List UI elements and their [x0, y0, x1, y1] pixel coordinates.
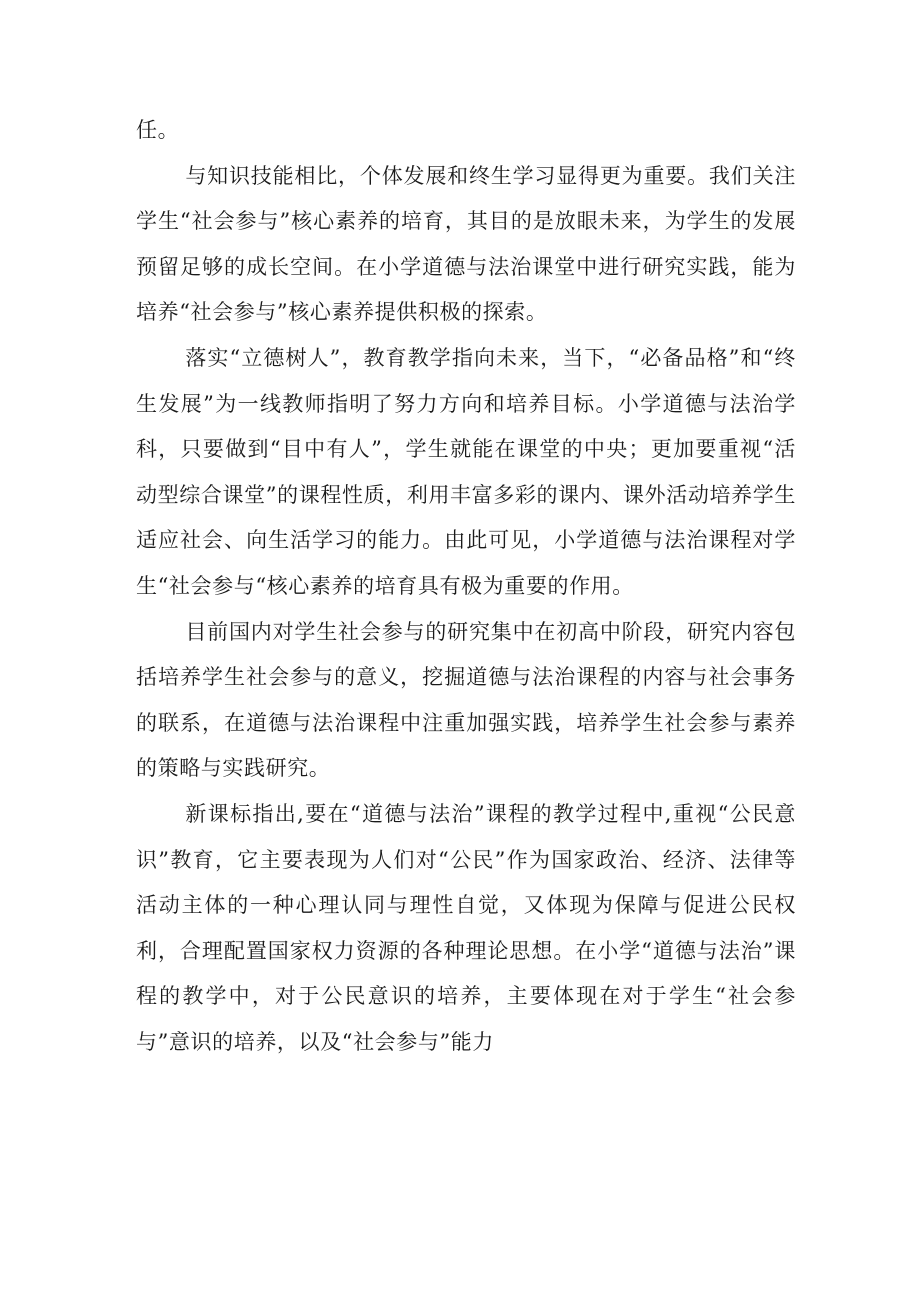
paragraph-domestic-research: 目前国内对学生社会参与的研究集中在初高中阶段，研究内容包括培养学生社会参与的意义，挖掘道德与法治课程的内容与社会事务的联系，在道德与法治课程中注重加强实践，培养学生社会参与素养的策略与实践研究。	[136, 619, 796, 781]
paragraph-continuation: 任。	[136, 118, 180, 142]
paragraph-moral-education: 落实“立德树人”，教育教学指向未来，当下，“必备品格”和“终生发展”为一线教师指明了努力方向和培养目标。小学道德与法治学科，只要做到“目中有人”，学生就能在课堂的中央；更加要重视“活动型综合课堂”的课程性质，利用丰富多彩的课内、课外活动培养学生适应社会、向生活学习的能力。由此可见，小学道德与法治课程对学生“社会参与“核心素养的培育具有极为重要的作用。	[136, 345, 796, 598]
paragraph-lifelong-learning: 与知识技能相比，个体发展和终生学习显得更为重要。我们关注学生“社会参与”核心素养的培育，其目的是放眼未来，为学生的发展预留足够的成长空间。在小学道德与法治课堂中进行研究实践，能为培养“社会参与”核心素养提供积极的探索。	[136, 163, 796, 325]
document-body	[136, 108, 796, 1065]
paragraph-new-curriculum: 新课标指出,要在“道德与法治”课程的教学过程中,重视“公民意识”教育，它主要表现为人们对“公民”作为国家政治、经济、法律等活动主体的一种心理认同与理性自觉，又体现为保障与促进公民权利，合理配置国家权力资源的各种理论思想。在小学“道德与法治”课程的教学中，对于公民意识的培养，主要体现在对于学生“社会参与”意识的培养，以及“社会参与”能力	[136, 801, 796, 1054]
